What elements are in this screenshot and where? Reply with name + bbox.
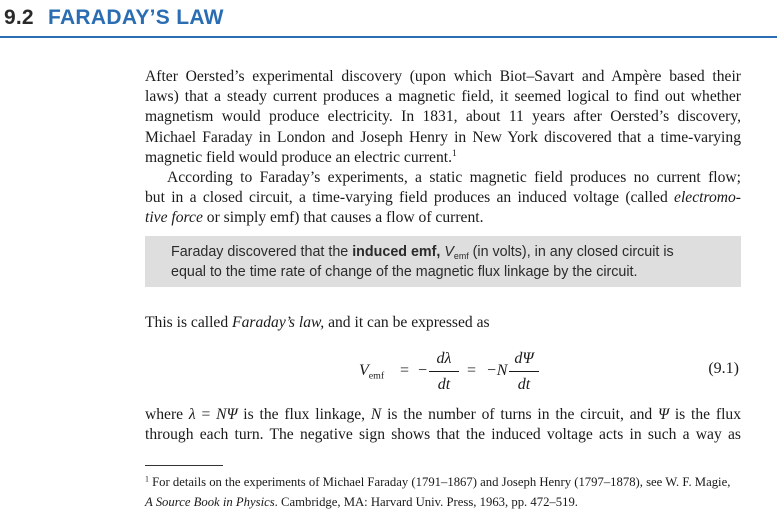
paragraph-4-line: through each turn. The negative sign shows that the induced voltage acts in such a way as	[145, 426, 741, 444]
footnote-text: . Cambridge, MA: Harvard Univ. Press, 1963, pp. 472–519.	[274, 495, 578, 509]
footnote-line	[145, 492, 741, 512]
footnote-marker: 1	[145, 474, 149, 484]
paragraph-4-text: is the flux linkage,	[237, 406, 371, 423]
paragraph-1-line: Michael Faraday in London and Joseph Henry in New York discovered that a time-varying	[145, 128, 741, 146]
callout-text-post: (in volts), in any closed circuit is	[468, 244, 674, 260]
callout-text	[171, 242, 731, 282]
footnote-text: For details on the experiments of Michael Faraday (1791–1867) and Joseph Henry (1797–1878), see W. F. Magie,	[148, 475, 731, 489]
paragraph-2	[145, 168, 741, 229]
section-number: 9.2	[4, 6, 34, 29]
paragraph-4-text: where	[145, 406, 189, 423]
paragraph-3-line	[145, 313, 741, 333]
equation-lhs-symbol: V	[359, 362, 369, 379]
paragraph-3-text: and it can be expressed as	[324, 314, 490, 331]
paragraph-4-text: =	[195, 406, 217, 423]
equation-lhs	[359, 362, 384, 380]
fraction-denominator: dt	[437, 376, 451, 393]
symbol-psi: Ψ	[658, 406, 670, 423]
paragraph-1-line: magnetism would produce electricity. In 1831, about 11 years after Oersted’s discovery,	[145, 108, 741, 126]
equation-minus-n: −N	[486, 362, 508, 379]
fraction-bar	[429, 371, 459, 372]
callout-bold-term: induced emf,	[352, 244, 441, 260]
paragraph-2-line	[145, 208, 741, 228]
fraction-numerator: dλ	[436, 350, 452, 367]
callout-line	[171, 242, 731, 262]
paragraph-3	[145, 313, 741, 333]
symbol-n: N	[370, 406, 382, 423]
paragraph-1	[145, 67, 741, 168]
paragraph-4-text: is the flux	[669, 406, 742, 423]
equation-minus-sign: −	[418, 362, 428, 379]
equation-number: (9.1)	[708, 360, 739, 377]
paragraph-1-line: After Oersted’s experimental discovery (upon which Biot–Savart and Ampère based their	[145, 68, 741, 85]
paragraph-1-last-text: magnetic field would produce an electric current.	[145, 148, 452, 166]
equation-equals-sign: =	[467, 362, 477, 379]
paragraph-4	[145, 405, 741, 445]
symbol-n-psi: NΨ	[216, 406, 238, 423]
paragraph-3-text: This is called	[145, 314, 233, 331]
equation-9-1	[145, 345, 741, 397]
callout-box	[145, 236, 741, 287]
paragraph-2-line: According to Faraday’s experiments, a static magnetic field produces no current flow;	[167, 169, 741, 186]
footnote	[145, 472, 741, 512]
callout-subscript: emf	[453, 251, 469, 262]
footnote-book-title: A Source Book in Physics	[145, 495, 275, 509]
paragraph-2-text: or simply emf) that causes a flow of current.	[202, 209, 484, 227]
symbol-lambda: λ	[188, 406, 196, 423]
fraction-denominator: dt	[517, 376, 531, 393]
paragraph-4-line	[145, 405, 741, 425]
fraction-numerator: dΨ	[514, 350, 534, 367]
paragraph-2-text: but in a closed circuit, a time-varying field produces an induced voltage (called	[145, 189, 675, 207]
emphasis-tive-force: tive force	[145, 209, 203, 227]
fraction-dlambda-dt	[429, 349, 459, 395]
footnote-divider	[145, 465, 223, 466]
footnote-reference: 1	[451, 148, 457, 160]
section-header	[0, 2, 777, 38]
section-title: FARADAY’S LAW	[48, 6, 224, 29]
footnote-line	[145, 472, 741, 492]
paragraph-1-line: laws) that a steady current produces a magnetic field, it seemed logical to find out whether	[145, 88, 741, 106]
callout-text-pre: Faraday discovered that the	[171, 244, 353, 260]
equation-equals-sign: =	[400, 362, 410, 379]
equation-lhs-subscript: emf	[368, 370, 385, 382]
emphasis-faradays-law: Faraday’s law,	[232, 314, 325, 331]
paragraph-2-line	[145, 188, 741, 208]
paragraph-4-text: is the number of turns in the circuit, and	[381, 406, 659, 423]
callout-line: equal to the time rate of change of the magnetic flux linkage by the circuit.	[171, 264, 638, 280]
callout-symbol: V	[444, 244, 454, 260]
fraction-bar	[509, 371, 539, 372]
emphasis-electromotive: electromo-	[674, 189, 741, 207]
paragraph-1-line	[145, 148, 741, 168]
fraction-dpsi-dt	[509, 349, 539, 395]
